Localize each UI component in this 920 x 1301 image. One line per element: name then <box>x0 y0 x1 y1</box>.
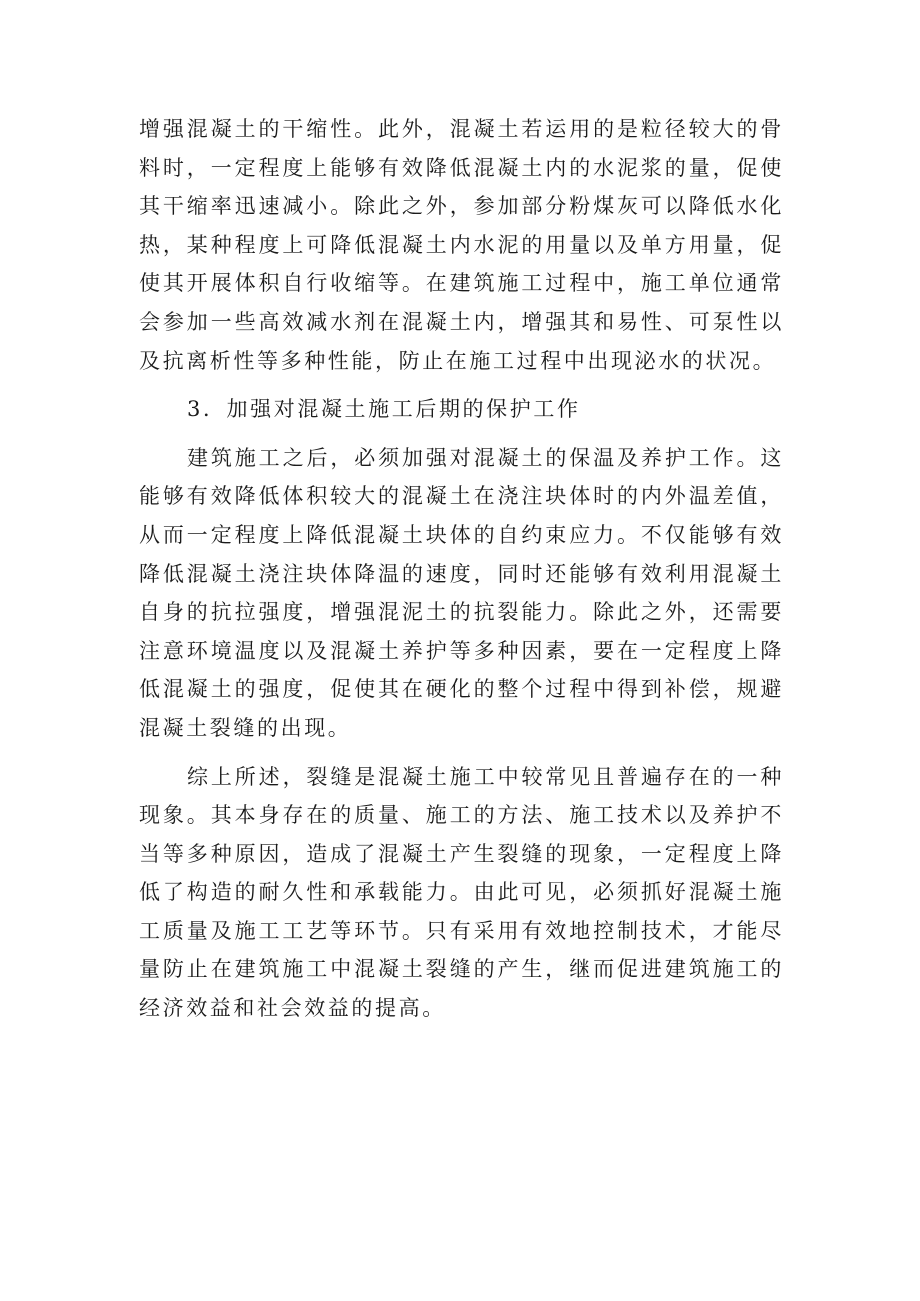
document-body <box>139 110 784 1028</box>
section-heading: 3．加强对混凝土施工后期的保护工作 <box>187 397 581 422</box>
paragraph-curing: 建筑施工之后，必须加强对混凝土的保温及养护工作。这能够有效降低体积较大的混凝土在浇注块体时的内外温差值，从而一定程度上降低混凝土块体的自约束应力。不仅能够有效降低混凝土浇注块体降温的速度，同时还能够有效利用混凝土自身的抗拉强度，增强混泥土的抗裂能力。除此之外，还需要注意环境温度以及混凝土养护等多种因素，要在一定程度上降低混凝土的强度，促使其在硬化的整个过程中得到补偿，规避混凝土裂缝的出现。 <box>139 445 784 740</box>
paragraph-conclusion: 综上所述，裂缝是混凝土施工中较常见且普遍存在的一种现象。其本身存在的质量、施工的方法、施工技术以及养护不当等多种原因，造成了混凝土产生裂缝的现象，一定程度上降低了构造的耐久性和承载能力。由此可见，必须抓好混凝土施工质量及施工工艺等环节。只有采用有效地控制技术，才能尽量防止在建筑施工中混凝土裂缝的产生，继而促进建筑施工的经济效益和社会效益的提高。 <box>139 764 784 1021</box>
paragraph-continuation: 增强混凝土的干缩性。此外，混凝土若运用的是粒径较大的骨料时，一定程度上能够有效降低混凝土内的水泥浆的量，促使其干缩率迅速减小。除此之外，参加部分粉煤灰可以降低水化热，某种程度上可降低混凝土内水泥的用量以及单方用量，促使其开展体积自行收缩等。在建筑施工过程中，施工单位通常会参加一些高效减水剂在混凝土内，增强其和易性、可泵性以及抗离析性等多种性能，防止在施工过程中出现泌水的状况。 <box>139 117 784 373</box>
